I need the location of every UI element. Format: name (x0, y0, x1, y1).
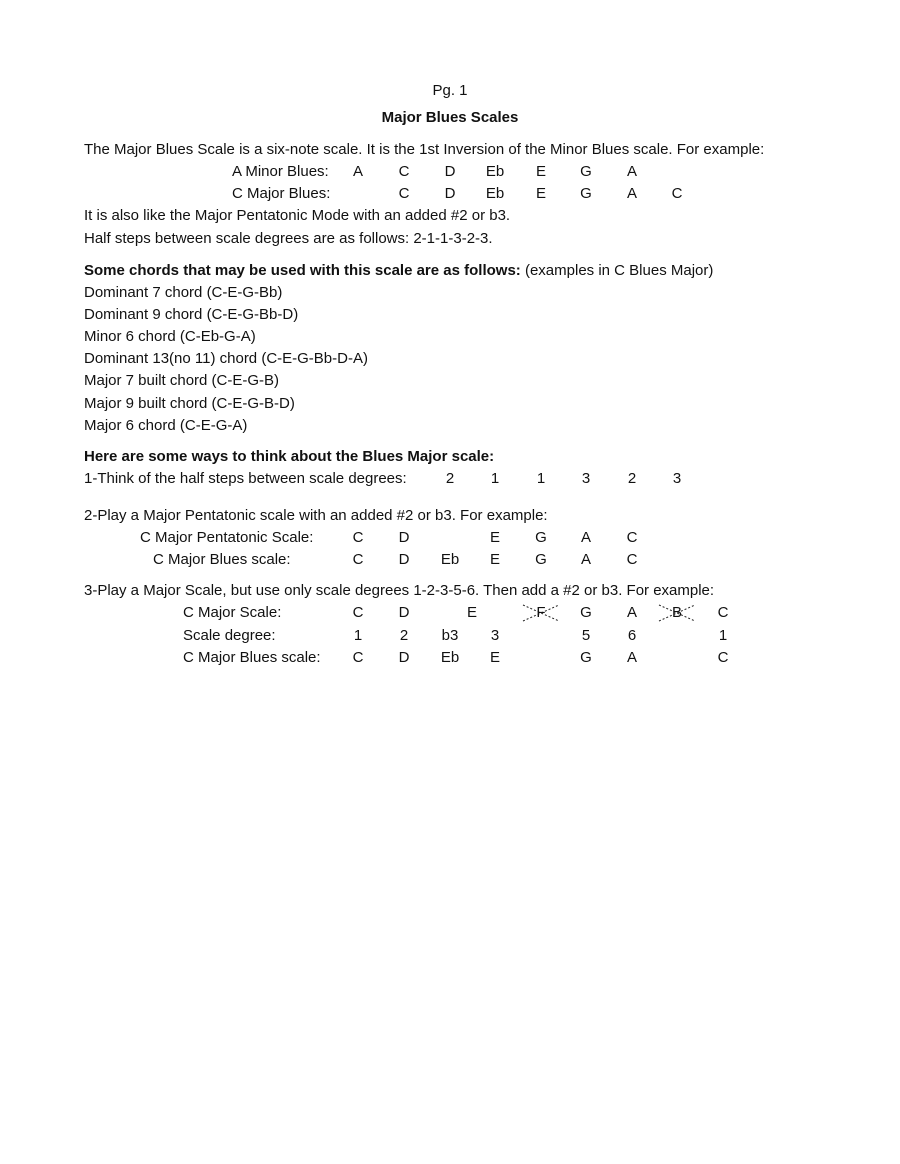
note-cell: C (352, 604, 364, 621)
degree-cell: 3 (490, 627, 500, 644)
half-step-cell: 2 (627, 470, 637, 487)
note-cell: C (398, 185, 410, 202)
note-cell: A (352, 163, 363, 180)
ways-heading: Here are some ways to think about the Blues Major scale: (84, 448, 495, 465)
note-cell: A (580, 551, 591, 568)
degree-cell: 1 (718, 627, 728, 644)
chords-heading (84, 261, 840, 281)
list-item: Dominant 7 chord (C-E-G-Bb) (84, 284, 283, 301)
note-cell: G (535, 551, 547, 568)
degree-cell: 1 (353, 627, 363, 644)
table-row (84, 184, 840, 204)
list-item: Major 6 chord (C-E-G-A) (84, 417, 248, 434)
note-cell: E (489, 529, 500, 546)
chords-heading-note: (examples in C Blues Major) (520, 262, 714, 279)
note-cell: C (398, 163, 410, 180)
note-cell: C (671, 185, 683, 202)
way-1 (84, 469, 840, 489)
chords-heading-bold: Some chords that may be used with this scale are as follows: (84, 262, 521, 279)
note-cell: A (626, 163, 637, 180)
note-cell: G (580, 163, 592, 180)
list-item: Major 9 built chord (C-E-G-B-D) (84, 395, 295, 412)
table-row (84, 528, 840, 548)
list-item: Major 7 built chord (C-E-G-B) (84, 372, 280, 389)
table-row (84, 648, 840, 668)
degree-cell: 2 (399, 627, 409, 644)
note-cell: G (580, 604, 592, 621)
half-step-cell: 3 (581, 470, 591, 487)
row-label: C Major Blues scale: (183, 649, 321, 666)
table-row (84, 162, 840, 182)
intro-line: Half steps between scale degrees are as follows: 2-1-1-3-2-3. (84, 230, 493, 247)
note-cell: C (352, 649, 364, 666)
row-label: C Major Pentatonic Scale: (140, 529, 314, 546)
note-cell: Eb (440, 551, 460, 568)
note-cell: C (352, 529, 364, 546)
row-label: C Major Blues scale: (153, 551, 291, 568)
note-cell: C (626, 551, 638, 568)
note-cell: E (466, 604, 477, 621)
crossed-out-note (657, 603, 697, 623)
degree-cell: b3 (441, 627, 459, 644)
note-cell: D (398, 529, 410, 546)
note-cell: A (580, 529, 591, 546)
note-cell: C (352, 551, 364, 568)
note-cell: E (489, 551, 500, 568)
half-step-cell: 3 (672, 470, 682, 487)
note-cell: Eb (440, 649, 460, 666)
row-label: Scale degree: (183, 627, 276, 644)
note-cell: D (398, 551, 410, 568)
note-cell: E (489, 649, 500, 666)
table-row (84, 550, 840, 570)
note-cell: C (717, 604, 729, 621)
note-cell: D (444, 163, 456, 180)
note-cell: D (398, 649, 410, 666)
note-cell: Eb (485, 185, 505, 202)
row-label: C Major Scale: (183, 604, 282, 621)
way-1-text: 1-Think of the half steps between scale degrees: (84, 470, 407, 487)
half-step-cell: 1 (536, 470, 546, 487)
note-cell: D (398, 604, 410, 621)
note-cell: D (444, 185, 456, 202)
intro-line: It is also like the Major Pentatonic Mode with an added #2 or b3. (84, 207, 511, 224)
degree-cell: 6 (627, 627, 637, 644)
list-item: Dominant 13(no 11) chord (C-E-G-Bb-D-A) (84, 350, 368, 367)
page-number: Pg. 1 (432, 82, 468, 99)
intro-paragraph: The Major Blues Scale is a six-note scale. It is the 1st Inversion of the Minor Blues scale. For example: (84, 141, 765, 158)
note-cell: G (580, 649, 592, 666)
table-row (84, 626, 840, 646)
note-cell: C (717, 649, 729, 666)
half-step-cell: 2 (445, 470, 455, 487)
row-label: C Major Blues: (232, 185, 331, 202)
note-cell: E (535, 185, 546, 202)
note-cell: G (535, 529, 547, 546)
note-cell: Eb (485, 163, 505, 180)
note-cell: F (536, 604, 546, 621)
note-cell: A (626, 604, 637, 621)
note-cell: A (626, 649, 637, 666)
note-cell: B (671, 604, 682, 621)
note-cell: C (626, 529, 638, 546)
table-row (84, 603, 840, 623)
page-title: Major Blues Scales (381, 109, 519, 126)
note-cell: G (580, 185, 592, 202)
half-step-cell: 1 (490, 470, 500, 487)
crossed-out-note (521, 603, 561, 623)
row-label: A Minor Blues: (232, 163, 329, 180)
list-item: Dominant 9 chord (C-E-G-Bb-D) (84, 306, 299, 323)
way-2-text: 2-Play a Major Pentatonic scale with an added #2 or b3. For example: (84, 507, 548, 524)
list-item: Minor 6 chord (C-Eb-G-A) (84, 328, 256, 345)
degree-cell: 5 (581, 627, 591, 644)
note-cell: A (626, 185, 637, 202)
note-cell: E (535, 163, 546, 180)
way-3-text: 3-Play a Major Scale, but use only scale degrees 1-2-3-5-6. Then add a #2 or b3. For example: (84, 582, 715, 599)
